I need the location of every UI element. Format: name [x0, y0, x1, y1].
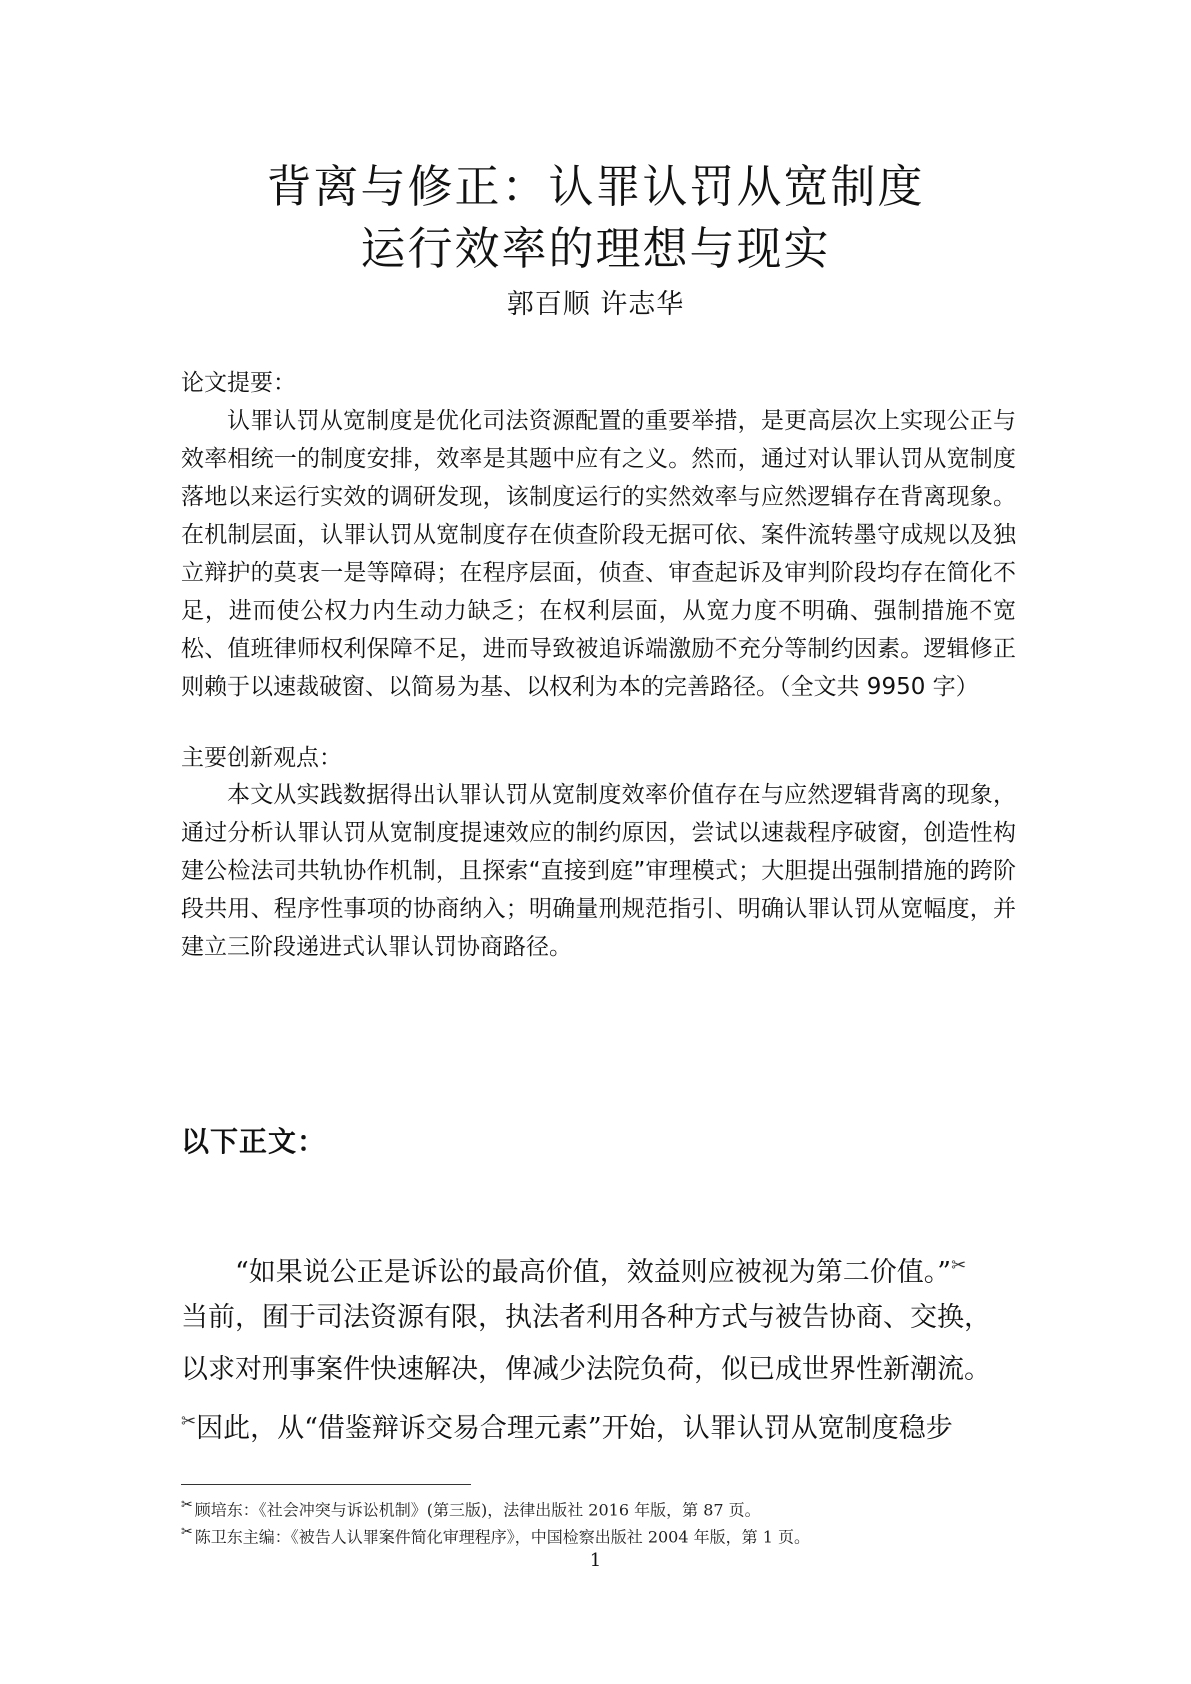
authors: 郭百顺 许志华 [506, 289, 685, 320]
body-line-text: “如果说公正是诉讼的最高价值，效益则应被视为第二价值。” [235, 1257, 952, 1288]
footnote-item [181, 1494, 810, 1521]
page-number: 1 [589, 1550, 602, 1571]
body-line [181, 1344, 1021, 1396]
footnote-marker-icon[interactable]: ✂ [181, 1411, 197, 1432]
abstract-text: 认罪认罚从宽制度是优化司法资源配置的重要举措，是更高层次上实现公正与效率相统一的制度安排，效率是其题中应有之义。然而，通过对认罪认罚从宽制度落地以来运行实效的调研发现，该制度运行的实然效率与应然逻辑存在背离现象。在机制层面，认罪认罚从宽制度存在侦查阶段无据可依、案件流转墨守成规以及独立辩护的莫衷一是等障碍；在程序层面，侦查、审查起诉及审判阶段均存在简化不足，进而使公权力内生动力缺乏；在权利层面，从宽力度不明确、强制措施不宽松、值班律师权利保障不足，进而导致被追诉端激励不充分等制约因素。逻辑修正则赖于以速裁破窗、以简易为基、以权利为本的完善路径。（全文共 9950 字） [181, 408, 1016, 700]
footnote-marker-icon[interactable]: ✂ [951, 1255, 967, 1276]
footnote-marker-icon: ✂ [181, 1497, 193, 1513]
footnote-divider [181, 1484, 471, 1485]
footnote-marker-icon: ✂ [181, 1524, 193, 1541]
title-line-1: 背离与修正：认罪认罚从宽制度 [266, 160, 925, 213]
innovation-label: 主要创新观点： [181, 745, 342, 771]
main-text-heading: 以下正文： [181, 1125, 327, 1158]
footnote-item [181, 1521, 810, 1548]
title-line-2: 运行效率的理想与现实 [360, 222, 831, 275]
body-line [181, 1292, 1021, 1344]
footnotes [181, 1494, 810, 1549]
abstract-label: 论文提要： [181, 370, 296, 396]
body-text [181, 1240, 1021, 1448]
body-line-text: 因此，从“借鉴辩诉交易合理元素”开始，认罪认罚从宽制度稳步 [196, 1413, 953, 1444]
body-line [181, 1396, 1021, 1448]
body-line-text: 当前，囿于司法资源有限，执法者利用各种方式与被告协商、交换， [181, 1302, 991, 1333]
footnote-text: 顾培东：《社会冲突与诉讼机制》(第三版)，法律出版社 2016 年版，第 87 页。 [194, 1500, 761, 1520]
innovation-text: 本文从实践数据得出认罪认罚从宽制度效率价值存在与应然逻辑背离的现象，通过分析认罪认罚从宽制度提速效应的制约原因，尝试以速裁程序破窗，创造性构建公检法司共轨协作机制，且探索“直接到庭”审理模式；大胆提出强制措施的跨阶段共用、程序性事项的协商纳入；明确量刑规范指引、明确认罪认罚从宽幅度，并建立三阶段递进式认罪认罚协商路径。 [181, 782, 1016, 960]
body-line [181, 1240, 1021, 1292]
footnote-text: 陈卫东主编：《被告人认罪案件简化审理程序》，中国检察出版社 2004 年版，第 1 页。 [194, 1527, 810, 1547]
body-line-text: 以求对刑事案件快速解决，俾减少法院负荷，似已成世界性新潮流。 [181, 1354, 991, 1385]
